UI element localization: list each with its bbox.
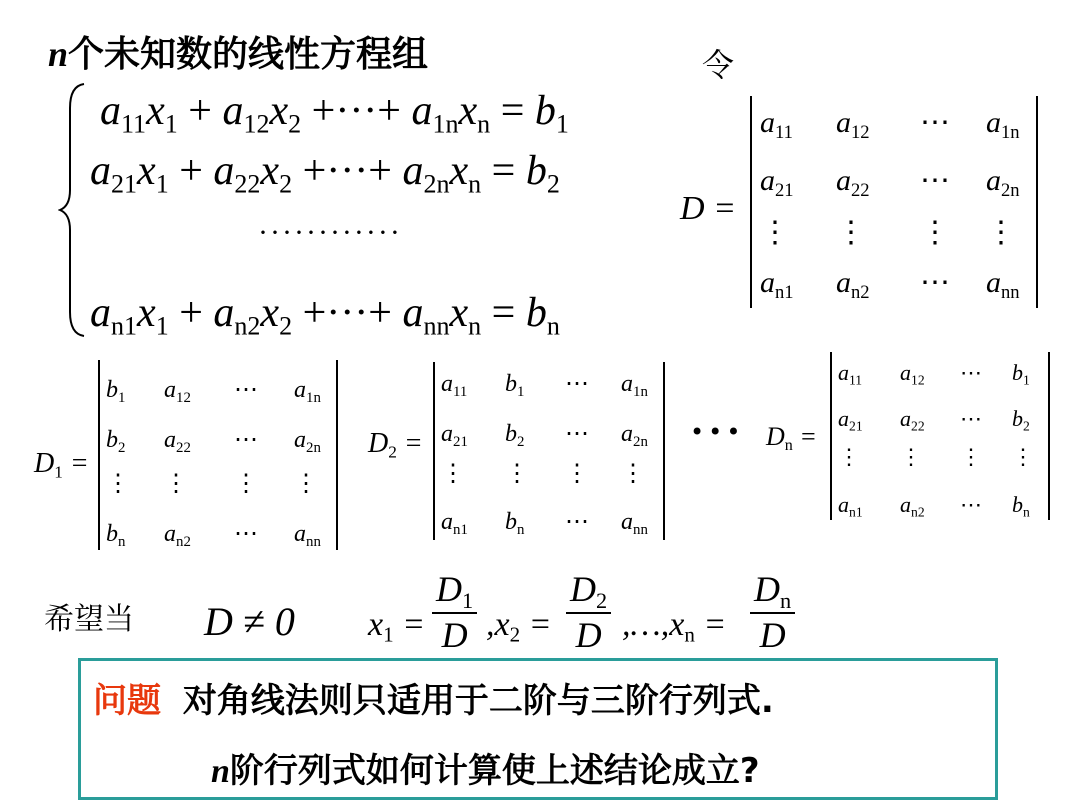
det-entry: $a_{2n}$	[621, 421, 648, 450]
det-label-dn: $D_n$ =	[766, 422, 817, 455]
det-entry: $b_2$	[106, 427, 126, 456]
det-entry: ⋯	[960, 406, 982, 431]
det-entry: $a_{n2}$	[164, 521, 191, 550]
det-entry: $a_{11}$	[838, 360, 863, 388]
det-entry: $a_{12}$	[836, 106, 870, 143]
det-entry: $b_1$	[1012, 360, 1030, 388]
system-brace	[58, 80, 88, 340]
det-label-d1: $D_1$ =	[34, 448, 89, 482]
problem-line1	[93, 673, 774, 722]
det-entry: ⋮	[838, 444, 860, 469]
det-entry: ⋮	[760, 216, 790, 249]
system-row: $a_{n1}x_1 + a_{n2}x_2$ +···+ $a_{nn}x_n = b_n$	[90, 290, 560, 341]
det-entry: $a_{1n}$	[986, 106, 1020, 143]
det-entry: $a_{21}$	[838, 406, 863, 434]
det-entry: $a_{21}$	[760, 164, 794, 201]
det-entry: $a_{nn}$	[294, 521, 321, 550]
det-entry: ⋯	[920, 164, 950, 197]
det-entry: $a_{1n}$	[621, 371, 648, 400]
det-entry: ⋯	[960, 360, 982, 385]
det-entry: $a_{22}$	[836, 164, 870, 201]
hope-condition: D ≠ 0	[204, 599, 295, 644]
det-entry: $a_{11}$	[760, 106, 793, 143]
det-entry: ⋮	[234, 471, 258, 497]
det-entry: ⋮	[836, 216, 866, 249]
det-entry: ⋮	[900, 444, 922, 469]
det-entry: $a_{n2}$	[900, 492, 925, 520]
det-entry: $b_1$	[106, 377, 126, 406]
det-entry: ⋯	[234, 427, 258, 453]
det-entry: $a_{n1}$	[441, 509, 468, 538]
ling-label: 令	[702, 46, 735, 84]
det-entry: $a_{22}$	[900, 406, 925, 434]
det-entry: $a_{nn}$	[621, 509, 648, 538]
det-entry: $b_1$	[505, 371, 525, 400]
det-entry: $a_{n1}$	[760, 266, 794, 303]
hope-label: 希望当	[44, 602, 134, 637]
page-title	[48, 26, 428, 77]
det-entry: $b_n$	[106, 521, 126, 550]
det-entry: $a_{12}$	[164, 377, 191, 406]
problem-line2: n阶行列式如何计算使上述结论成立?	[211, 751, 760, 791]
det-entry: ⋯	[565, 421, 589, 447]
xn-label: $,\dots,x_n$ =	[622, 606, 727, 647]
determinant-d	[750, 96, 1038, 308]
det-entry: $a_{11}$	[441, 371, 468, 400]
det-entry: $a_{n1}$	[838, 492, 863, 520]
det-entry: ⋮	[294, 471, 318, 497]
problem-text-2: 阶行列式如何计算使上述结论成立?	[229, 751, 760, 791]
det-entry: $a_{1n}$	[294, 377, 321, 406]
det-entry: $a_{21}$	[441, 421, 468, 450]
det-entry: ⋮	[106, 471, 130, 497]
det-entry: ⋯	[234, 377, 258, 403]
det-entry: $b_2$	[505, 421, 525, 450]
det-entry: ⋮	[960, 444, 982, 469]
determinant-d1	[98, 360, 338, 550]
problem-text-1: 对角线法则只适用于二阶与三阶行列式.	[182, 681, 774, 721]
det-entry: $a_{n2}$	[836, 266, 870, 303]
fraction-1: $\frac{D_1}{D}$	[432, 568, 477, 656]
fraction-2: $\frac{D_2}{D}$	[566, 568, 611, 656]
det-entry: ⋯	[565, 371, 589, 397]
det-entry: ⋯	[565, 509, 589, 535]
det-entry: $a_{2n}$	[294, 427, 321, 456]
det-entry: ⋮	[565, 461, 589, 487]
det-entry: $a_{22}$	[164, 427, 191, 456]
det-entry: ⋯	[920, 106, 950, 139]
bullet-dots: •••	[690, 418, 745, 446]
det-entry: ⋮	[621, 461, 645, 487]
system-row: $a_{11}x_1 + a_{12}x_2$ +···+ $a_{1n}x_n = b_1$	[100, 88, 569, 139]
x1-label: $x_1$ =	[368, 606, 426, 647]
determinant-dn	[830, 352, 1050, 520]
det-label-d2: $D_2$ =	[368, 428, 423, 462]
det-entry: ⋯	[960, 492, 982, 517]
det-entry: $a_{12}$	[900, 360, 925, 388]
det-label-d: D =	[680, 190, 737, 227]
det-entry: ⋮	[1012, 444, 1034, 469]
det-entry: $a_{nn}$	[986, 266, 1020, 303]
det-entry: ⋯	[234, 521, 258, 547]
det-entry: ⋮	[164, 471, 188, 497]
system-row: $a_{21}x_1 + a_{22}x_2$ +···+ $a_{2n}x_n = b_2$	[90, 148, 560, 199]
problem-tag: 问题	[93, 681, 161, 721]
fraction-n: $\frac{D_n}{D}$	[750, 568, 795, 656]
det-entry: $b_2$	[1012, 406, 1030, 434]
det-entry: $a_{2n}$	[986, 164, 1020, 201]
title-variable: n	[48, 34, 69, 74]
det-entry: ⋯	[920, 266, 950, 299]
system-dots: ············	[258, 216, 402, 249]
det-entry: ⋮	[986, 216, 1016, 249]
title-text: 个未知数的线性方程组	[68, 34, 429, 75]
determinant-d2	[433, 362, 665, 540]
x2-label: $,x_2$ =	[486, 606, 552, 647]
det-entry: ⋮	[920, 216, 950, 249]
problem-box	[78, 658, 998, 800]
det-entry: $b_n$	[505, 509, 525, 538]
det-entry: $b_n$	[1012, 492, 1030, 520]
det-entry: ⋮	[505, 461, 529, 487]
det-entry: ⋮	[441, 461, 465, 487]
